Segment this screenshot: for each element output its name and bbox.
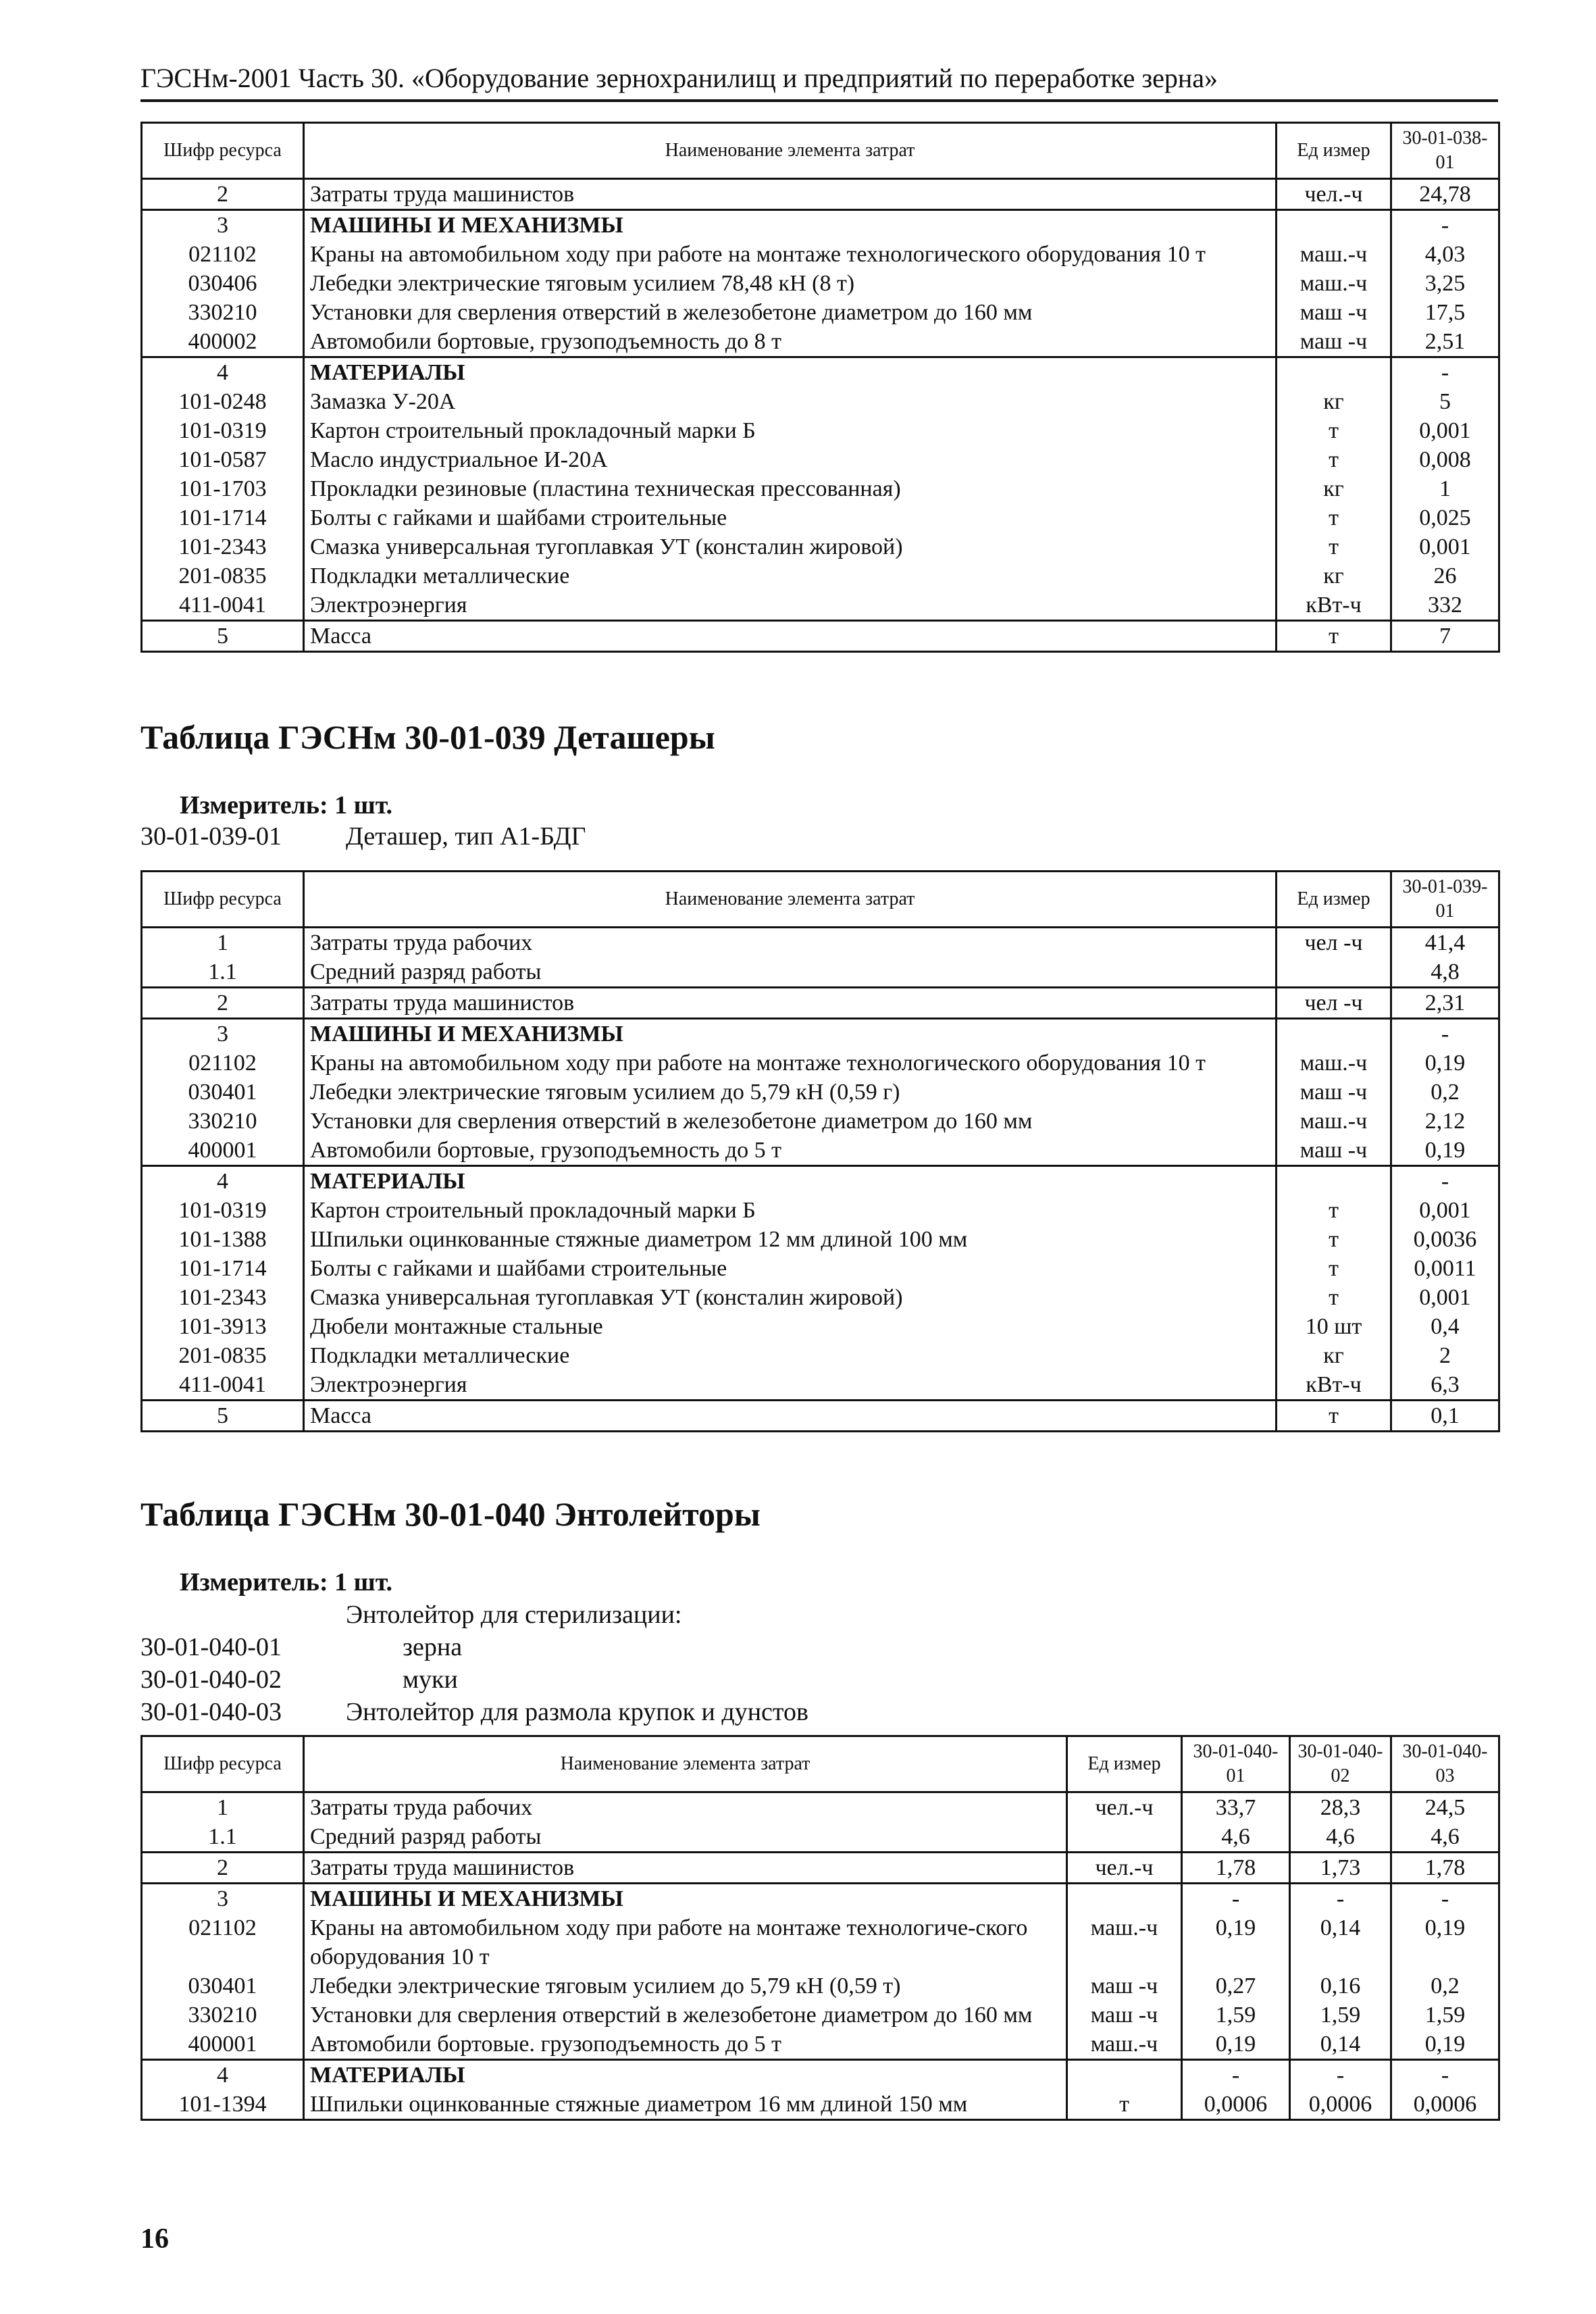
norm-value: 24,78 (1391, 179, 1499, 210)
resource-code: 201-0835 (142, 561, 304, 590)
col-header-unit: Ед измер (1277, 123, 1391, 179)
resource-code: 1.1 (142, 1822, 304, 1853)
table-row (142, 1283, 1499, 1312)
unit-of-measure: т (1277, 416, 1391, 445)
table-row (142, 561, 1499, 590)
cost-element-name: Прокладки резиновые (пластина техническая прессованная) (304, 474, 1277, 503)
norm-value: 1,59 (1182, 2001, 1290, 2030)
col-header-name: Наименование элемента затрат (304, 872, 1277, 928)
resource-code: 101-0248 (142, 387, 304, 416)
measure-label: Измеритель: (180, 1568, 328, 1596)
cost-element-name: Краны на автомобильном ходу при работе на монтаже технологиче-ского оборудования 10 т (304, 1913, 1067, 1971)
cost-element-name: Затраты труда рабочих (304, 1792, 1067, 1823)
item-name: муки (403, 1665, 458, 1694)
resource-code: 400001 (142, 1136, 304, 1166)
resource-code: 101-1394 (142, 2090, 304, 2120)
table-row (142, 1312, 1499, 1341)
resource-code: 1 (142, 928, 304, 958)
norm-value: 24,5 (1391, 1792, 1499, 1823)
norm-value: 1,73 (1290, 1853, 1391, 1884)
page-number: 16 (140, 2223, 169, 2255)
cost-element-name: Картон строительный прокладочный марки Б (304, 1196, 1277, 1225)
table-row (142, 928, 1499, 958)
cost-element-name: Подкладки металлические (304, 561, 1277, 590)
norm-value: 0,008 (1391, 445, 1499, 474)
unit-of-measure: т (1277, 1196, 1391, 1225)
resource-code: 101-0319 (142, 416, 304, 445)
unit-of-measure: т (1067, 2090, 1182, 2120)
table-row (142, 1107, 1499, 1136)
table-row (142, 474, 1499, 503)
norm-value: 6,3 (1391, 1370, 1499, 1401)
table-row (142, 1166, 1499, 1197)
norm-value: 4,6 (1391, 1822, 1499, 1853)
unit-of-measure: маш -ч (1067, 1971, 1182, 2001)
item-name: зерна (403, 1633, 463, 1661)
norm-value: - (1391, 1166, 1499, 1197)
table-row (142, 210, 1499, 241)
resource-code: 201-0835 (142, 1341, 304, 1370)
table-row (142, 1049, 1499, 1078)
col-header-name: Наименование элемента затрат (304, 1736, 1067, 1792)
resource-code: 411-0041 (142, 590, 304, 621)
unit-of-measure: чел.-ч (1067, 1853, 1182, 1884)
unit-of-measure: т (1277, 1254, 1391, 1283)
table-row (142, 1019, 1499, 1049)
col-header-code: Шифр ресурса (142, 123, 304, 179)
cost-element-name: Автомобили бортовые. грузоподъемность до 5 т (304, 2030, 1067, 2060)
table-row (142, 1792, 1499, 1823)
table-body (142, 1792, 1499, 2120)
cost-element-name: Установки для сверления отверстий в железобетоне диаметром до 160 мм (304, 2001, 1067, 2030)
table-row (142, 621, 1499, 652)
table-row (142, 2030, 1499, 2060)
resource-code: 330210 (142, 1107, 304, 1136)
resource-code: 101-2343 (142, 532, 304, 561)
cost-element-name: Краны на автомобильном ходу при работе на монтаже технологического оборудования 10 т (304, 1049, 1277, 1078)
norm-value: - (1391, 1019, 1499, 1049)
cost-element-name: Затраты труда рабочих (304, 928, 1277, 958)
measure-line-040 (180, 1567, 392, 1597)
table-30-01-038 (140, 122, 1500, 653)
cost-element-name: Масса (304, 1401, 1277, 1432)
table-row (142, 1822, 1499, 1853)
table-row (142, 2060, 1499, 2090)
resource-code: 101-0319 (142, 1196, 304, 1225)
unit-of-measure: чел.-ч (1067, 1792, 1182, 1823)
resource-code: 030406 (142, 269, 304, 298)
resource-code: 330210 (142, 298, 304, 327)
table-30-01-040 (140, 1735, 1500, 2121)
unit-of-measure (1277, 357, 1391, 388)
unit-of-measure (1277, 210, 1391, 241)
unit-of-measure: т (1277, 445, 1391, 474)
cost-element-name: Смазка универсальная тугоплавкая УТ (консталин жировой) (304, 1283, 1277, 1312)
norm-value: 2,12 (1391, 1107, 1499, 1136)
cost-element-name: Дюбели монтажные стальные (304, 1312, 1277, 1341)
norm-value: 0,0011 (1391, 1254, 1499, 1283)
cost-element-name: Масло индустриальное И-20А (304, 445, 1277, 474)
unit-of-measure: чел -ч (1277, 988, 1391, 1019)
resource-code: 330210 (142, 2001, 304, 2030)
unit-of-measure: маш -ч (1277, 298, 1391, 327)
group-caption: Энтолейтор для стерилизации: (346, 1601, 682, 1629)
unit-of-measure: кг (1277, 561, 1391, 590)
table-row (142, 1884, 1499, 1914)
norm-value: - (1290, 1884, 1391, 1914)
table-row (142, 445, 1499, 474)
unit-of-measure (1067, 1822, 1182, 1853)
unit-of-measure: маш -ч (1277, 1136, 1391, 1166)
table-row (142, 1370, 1499, 1401)
table-row (142, 1913, 1499, 1971)
table-row (142, 590, 1499, 621)
norm-value: 1,59 (1391, 2001, 1499, 2030)
cost-element-name: МАШИНЫ И МЕХАНИЗМЫ (304, 1019, 1277, 1049)
table-row (142, 1225, 1499, 1254)
unit-of-measure: 10 шт (1277, 1312, 1391, 1341)
unit-of-measure (1067, 1884, 1182, 1914)
cost-element-name: Установки для сверления отверстий в железобетоне диаметром до 160 мм (304, 298, 1277, 327)
cost-element-name: Болты с гайками и шайбами строительные (304, 1254, 1277, 1283)
unit-of-measure: чел.-ч (1277, 179, 1391, 210)
resource-code: 2 (142, 988, 304, 1019)
norm-value: 0,001 (1391, 1196, 1499, 1225)
cost-element-name: Замазка У-20А (304, 387, 1277, 416)
table-row (142, 1136, 1499, 1166)
norm-value: - (1391, 2060, 1499, 2090)
norm-value: 0,001 (1391, 416, 1499, 445)
norm-value: 1 (1391, 474, 1499, 503)
resource-code: 021102 (142, 1049, 304, 1078)
unit-of-measure: т (1277, 1401, 1391, 1432)
table-body (142, 179, 1499, 652)
table-row (142, 416, 1499, 445)
col-header-value: 30-01-038-01 (1391, 123, 1499, 179)
resource-code: 101-2343 (142, 1283, 304, 1312)
unit-of-measure: кг (1277, 1341, 1391, 1370)
norm-value: - (1391, 1884, 1499, 1914)
resource-code: 411-0041 (142, 1370, 304, 1401)
norm-value: 0,19 (1391, 2030, 1499, 2060)
table-row (142, 1196, 1499, 1225)
norm-value: 26 (1391, 561, 1499, 590)
norm-value: 4,03 (1391, 240, 1499, 269)
measure-label: Измеритель: (180, 791, 328, 820)
norm-value: 41,4 (1391, 928, 1499, 958)
table-row (142, 503, 1499, 532)
unit-of-measure: маш.-ч (1277, 269, 1391, 298)
col-header-value: 30-01-039-01 (1391, 872, 1499, 928)
norm-value: - (1290, 2060, 1391, 2090)
unit-of-measure: кВт-ч (1277, 1370, 1391, 1401)
cost-element-name: Лебедки электрические тяговым усилием до 5,79 кН (0,59 г) (304, 1078, 1277, 1107)
unit-of-measure: кВт-ч (1277, 590, 1391, 621)
running-header: ГЭСНм-2001 Часть 30. «Оборудование зернохранилищ и предприятий по переработке зерна» (140, 62, 1498, 102)
norm-value: 2,51 (1391, 327, 1499, 357)
cost-element-name: Средний разряд работы (304, 957, 1277, 988)
resource-code: 101-1703 (142, 474, 304, 503)
item-code: 30-01-040-03 (140, 1698, 282, 1726)
table-row (142, 1971, 1499, 2001)
resource-code: 021102 (142, 240, 304, 269)
cost-element-name: Масса (304, 621, 1277, 652)
table-row (142, 1853, 1499, 1884)
item-code-039: 30-01-039-01 (140, 822, 282, 851)
cost-element-name: МАШИНЫ И МЕХАНИЗМЫ (304, 1884, 1067, 1914)
resource-code: 400002 (142, 327, 304, 357)
unit-of-measure: кг (1277, 474, 1391, 503)
measure-line-039 (180, 790, 392, 820)
unit-of-measure: т (1277, 1225, 1391, 1254)
norm-value: 2 (1391, 1341, 1499, 1370)
norm-value: 3,25 (1391, 269, 1499, 298)
table-row (142, 327, 1499, 357)
resource-code: 4 (142, 2060, 304, 2090)
cost-element-name: Средний разряд работы (304, 1822, 1067, 1853)
norm-value: 332 (1391, 590, 1499, 621)
unit-of-measure: маш.-ч (1277, 240, 1391, 269)
cost-element-name: МАТЕРИАЛЫ (304, 2060, 1067, 2090)
unit-of-measure: маш.-ч (1067, 1913, 1182, 1971)
col-header-code: Шифр ресурса (142, 1736, 304, 1792)
table-row (142, 269, 1499, 298)
col-header-value-2: 30-01-040-02 (1290, 1736, 1391, 1792)
norm-value: 0,0006 (1182, 2090, 1290, 2120)
resource-code: 101-1714 (142, 1254, 304, 1283)
col-header-value-1: 30-01-040-01 (1182, 1736, 1290, 1792)
unit-of-measure: т (1277, 532, 1391, 561)
table-row (142, 357, 1499, 388)
cost-element-name: Затраты труда машинистов (304, 988, 1277, 1019)
table-row (142, 298, 1499, 327)
table-row (142, 179, 1499, 210)
table-row (142, 957, 1499, 988)
cost-element-name: Установки для сверления отверстий в железобетоне диаметром до 160 мм (304, 1107, 1277, 1136)
norm-value: - (1391, 210, 1499, 241)
norm-value: 0,001 (1391, 1283, 1499, 1312)
unit-of-measure: кг (1277, 387, 1391, 416)
resource-code: 1.1 (142, 957, 304, 988)
norm-value: 0,1 (1391, 1401, 1499, 1432)
table-30-01-039 (140, 870, 1500, 1432)
measure-value: 1 шт. (334, 791, 393, 820)
resource-code: 5 (142, 1401, 304, 1432)
cost-element-name: Электроэнергия (304, 1370, 1277, 1401)
norm-value: 0,2 (1391, 1078, 1499, 1107)
cost-element-name: Затраты труда машинистов (304, 179, 1277, 210)
resource-code: 4 (142, 357, 304, 388)
resource-code: 5 (142, 621, 304, 652)
resource-code: 021102 (142, 1913, 304, 1971)
norm-value: 0,14 (1290, 1913, 1391, 1971)
cost-element-name: Лебедки электрические тяговым усилием 78,48 кН (8 т) (304, 269, 1277, 298)
unit-of-measure: т (1277, 503, 1391, 532)
norm-value: 0,16 (1290, 1971, 1391, 2001)
item-code: 30-01-040-02 (140, 1665, 282, 1694)
resource-code: 030401 (142, 1078, 304, 1107)
unit-of-measure: т (1277, 1283, 1391, 1312)
norm-value: 4,8 (1391, 957, 1499, 988)
table-body (142, 928, 1499, 1432)
table-row (142, 1078, 1499, 1107)
cost-element-name: Подкладки металлические (304, 1341, 1277, 1370)
norm-value: 4,6 (1290, 1822, 1391, 1853)
col-header-unit: Ед измер (1277, 872, 1391, 928)
norm-value: 0,0006 (1391, 2090, 1499, 2120)
table-row (142, 240, 1499, 269)
table-row (142, 988, 1499, 1019)
table-row (142, 387, 1499, 416)
table-title-039: Таблица ГЭСНм 30-01-039 Деташеры (140, 718, 715, 756)
norm-value: 4,6 (1182, 1822, 1290, 1853)
norm-value: 0,001 (1391, 532, 1499, 561)
unit-of-measure: маш.-ч (1277, 1049, 1391, 1078)
norm-value: 0,19 (1391, 1913, 1499, 1971)
norm-value: 1,59 (1290, 2001, 1391, 2030)
norm-value: 17,5 (1391, 298, 1499, 327)
unit-of-measure (1277, 957, 1391, 988)
resource-code: 101-0587 (142, 445, 304, 474)
unit-of-measure: маш -ч (1277, 1078, 1391, 1107)
table-row (142, 1341, 1499, 1370)
resource-code: 101-3913 (142, 1312, 304, 1341)
cost-element-name: Шпильки оцинкованные стяжные диаметром 16 мм длиной 150 мм (304, 2090, 1067, 2120)
norm-value: 0,19 (1182, 1913, 1290, 1971)
resource-code: 2 (142, 1853, 304, 1884)
norm-value: 2,31 (1391, 988, 1499, 1019)
resource-code: 1 (142, 1792, 304, 1823)
norm-value: 1,78 (1182, 1853, 1290, 1884)
norm-value: 0,4 (1391, 1312, 1499, 1341)
unit-of-measure: маш -ч (1277, 327, 1391, 357)
norm-value: 0,19 (1182, 2030, 1290, 2060)
cost-element-name: Смазка универсальная тугоплавкая УТ (консталин жировой) (304, 532, 1277, 561)
table-row (142, 532, 1499, 561)
table-row (142, 1254, 1499, 1283)
cost-element-name: Затраты труда машинистов (304, 1853, 1067, 1884)
item-name-039: Деташер, тип А1-БДГ (346, 822, 586, 851)
norm-value: 28,3 (1290, 1792, 1391, 1823)
cost-element-name: Краны на автомобильном ходу при работе на монтаже технологического оборудования 10 т (304, 240, 1277, 269)
cost-element-name: Шпильки оцинкованные стяжные диаметром 12 мм длиной 100 мм (304, 1225, 1277, 1254)
cost-element-name: Картон строительный прокладочный марки Б (304, 416, 1277, 445)
col-header-name: Наименование элемента затрат (304, 123, 1277, 179)
resource-code: 400001 (142, 2030, 304, 2060)
measure-value: 1 шт. (334, 1568, 393, 1596)
cost-element-name: МАШИНЫ И МЕХАНИЗМЫ (304, 210, 1277, 241)
table-title-040: Таблица ГЭСНм 30-01-040 Энтолейторы (140, 1495, 761, 1533)
norm-value: 0,14 (1290, 2030, 1391, 2060)
cost-element-name: Электроэнергия (304, 590, 1277, 621)
norm-value: 5 (1391, 387, 1499, 416)
table-row (142, 2090, 1499, 2120)
cost-element-name: МАТЕРИАЛЫ (304, 1166, 1277, 1197)
unit-of-measure: т (1277, 621, 1391, 652)
cost-element-name: Лебедки электрические тяговым усилием до 5,79 кН (0,59 т) (304, 1971, 1067, 2001)
cost-element-name: МАТЕРИАЛЫ (304, 357, 1277, 388)
unit-of-measure: маш -ч (1067, 2001, 1182, 2030)
resource-code: 3 (142, 210, 304, 241)
unit-of-measure: маш.-ч (1067, 2030, 1182, 2060)
norm-value: 7 (1391, 621, 1499, 652)
table-row (142, 2001, 1499, 2030)
norm-value: 0,2 (1391, 1971, 1499, 2001)
cost-element-name: Болты с гайками и шайбами строительные (304, 503, 1277, 532)
resource-code: 3 (142, 1019, 304, 1049)
unit-of-measure: маш.-ч (1277, 1107, 1391, 1136)
resource-code: 2 (142, 179, 304, 210)
unit-of-measure (1277, 1166, 1391, 1197)
cost-element-name: Автомобили бортовые, грузоподъемность до 5 т (304, 1136, 1277, 1166)
resource-code: 3 (142, 1884, 304, 1914)
norm-value: 0,19 (1391, 1136, 1499, 1166)
norm-value: - (1391, 357, 1499, 388)
resource-code: 030401 (142, 1971, 304, 2001)
item-code: 30-01-040-01 (140, 1633, 282, 1661)
unit-of-measure (1067, 2060, 1182, 2090)
col-header-value-3: 30-01-040-03 (1391, 1736, 1499, 1792)
col-header-code: Шифр ресурса (142, 872, 304, 928)
table-row (142, 1401, 1499, 1432)
col-header-unit: Ед измер (1067, 1736, 1182, 1792)
resource-code: 4 (142, 1166, 304, 1197)
norm-value: - (1182, 1884, 1290, 1914)
norm-value: 0,025 (1391, 503, 1499, 532)
norm-value: 0,19 (1391, 1049, 1499, 1078)
norm-value: 0,0006 (1290, 2090, 1391, 2120)
cost-element-name: Автомобили бортовые, грузоподъемность до 8 т (304, 327, 1277, 357)
unit-of-measure: чел -ч (1277, 928, 1391, 958)
unit-of-measure (1277, 1019, 1391, 1049)
norm-value: 0,0036 (1391, 1225, 1499, 1254)
norm-value: 33,7 (1182, 1792, 1290, 1823)
norm-value: - (1182, 2060, 1290, 2090)
resource-code: 101-1388 (142, 1225, 304, 1254)
norm-value: 1,78 (1391, 1853, 1499, 1884)
norm-value: 0,27 (1182, 1971, 1290, 2001)
resource-code: 101-1714 (142, 503, 304, 532)
item-name: Энтолейтор для размола крупок и дунстов (346, 1698, 808, 1726)
